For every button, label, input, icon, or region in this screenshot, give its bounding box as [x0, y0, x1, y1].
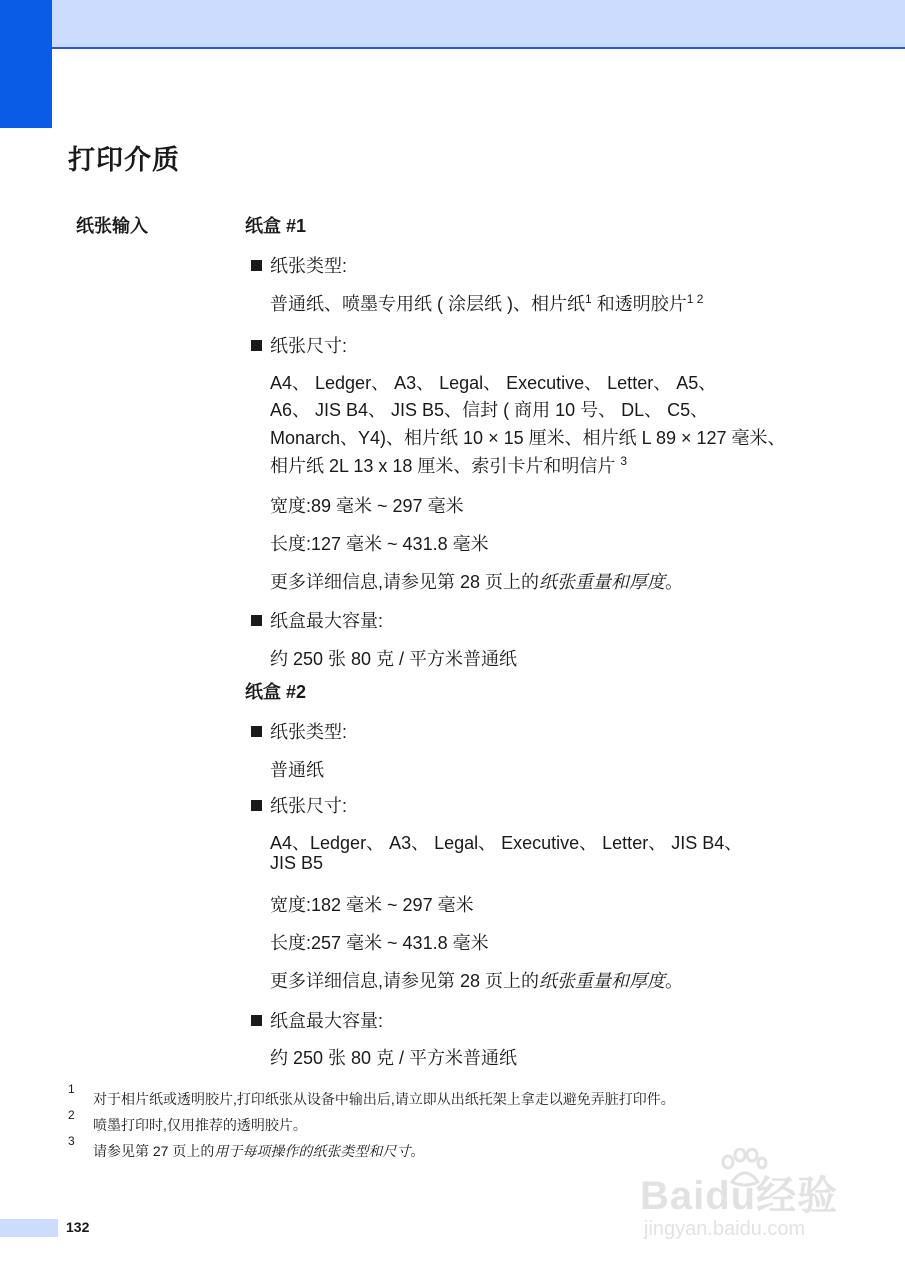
- footnote-3-prefix: 请参见第 27 页上的: [93, 1143, 215, 1159]
- tray2-type-bullet: [251, 718, 347, 744]
- tray2-size-bullet: [251, 792, 347, 818]
- tray2-width: 宽度:182 毫米 ~ 297 毫米: [270, 895, 474, 915]
- tray2-more-info: [270, 967, 683, 993]
- tray1-type-label: 纸张类型:: [270, 256, 348, 276]
- tray2-more-prefix: 更多详细信息,请参见第 28 页上的: [270, 971, 540, 991]
- tray2-size-line1: A4、Ledger、 A3、 Legal、 Executive、 Letter、 JIS B4、: [270, 833, 743, 853]
- footnote-ref-3[interactable]: 3: [620, 454, 628, 468]
- tray1-size-bullet: [251, 332, 347, 358]
- bullet-square-icon: [251, 615, 262, 626]
- tray1-size-line2: A6、 JIS B4、 JIS B5、信封 ( 商用 10 号、 DL、 C5、: [270, 400, 709, 420]
- footnote-3-link[interactable]: 用于每项操作的纸张类型和尺寸: [214, 1143, 411, 1159]
- page-number: 132: [66, 1219, 90, 1235]
- page-number-bar: [0, 1219, 58, 1237]
- tray2-capacity-label: 纸盒最大容量:: [270, 1011, 384, 1031]
- tray1-capacity: 约 250 张 80 克 / 平方米普通纸: [270, 649, 518, 669]
- tray2-heading: 纸盒 #2: [245, 682, 307, 702]
- tray1-size-line4: [270, 452, 627, 478]
- tray2-type-text: 普通纸: [270, 760, 324, 780]
- footnote-number: 3: [68, 1134, 75, 1148]
- chapter-side-tab: [0, 0, 52, 128]
- bullet-square-icon: [251, 800, 262, 811]
- footnote-ref-1-2[interactable]: 1 2: [686, 292, 704, 306]
- tray2-capacity: 约 250 张 80 克 / 平方米普通纸: [270, 1048, 518, 1068]
- tray1-more-suffix: 。: [665, 572, 684, 592]
- tray2-capacity-bullet: [251, 1007, 383, 1033]
- tray2-more-suffix: 。: [665, 971, 684, 991]
- tray2-size-label: 纸张尺寸:: [270, 796, 348, 816]
- page-title: 打印介质: [68, 145, 180, 175]
- tray1-capacity-bullet: [251, 607, 383, 633]
- tray1-size-line1: A4、 Ledger、 A3、 Legal、 Executive、 Letter、 A5、: [270, 373, 717, 393]
- tray1-length: 长度:127 毫米 ~ 431.8 毫米: [270, 534, 489, 554]
- bullet-square-icon: [251, 260, 262, 271]
- tray1-type-main: 普通纸、喷墨专用纸 ( 涂层纸 )、相片纸: [270, 294, 585, 314]
- bullet-square-icon: [251, 340, 262, 351]
- tray2-length: 长度:257 毫米 ~ 431.8 毫米: [270, 933, 489, 953]
- baidu-watermark: [640, 1148, 860, 1248]
- tray1-size-line3: Monarch、Y4)、相片纸 10 × 15 厘米、相片纸 L 89 × 127 毫米、: [270, 428, 786, 448]
- bullet-square-icon: [251, 726, 262, 737]
- tray1-type-text: [270, 290, 703, 316]
- footnote-text: 喷墨打印时,仅用推荐的透明胶片。: [93, 1117, 307, 1133]
- footnote-number: 1: [68, 1082, 75, 1096]
- watermark-text: Baidu经验: [640, 1174, 839, 1218]
- header-band: [52, 0, 905, 49]
- tray1-type-transparency: 和透明胶片: [591, 294, 687, 314]
- tray2-type-label: 纸张类型:: [270, 722, 348, 742]
- bullet-square-icon: [251, 1015, 262, 1026]
- tray1-size-line4-text: 相片纸 2L 13 x 18 厘米、索引卡片和明信片: [270, 456, 616, 476]
- tray1-capacity-label: 纸盒最大容量:: [270, 611, 384, 631]
- tray2-size-line2: JIS B5: [270, 853, 324, 873]
- footnote-text: 对于相片纸或透明胶片,打印纸张从设备中输出后,请立即从出纸托架上拿走以避免弄脏打印件。: [93, 1091, 675, 1107]
- tray1-weight-link[interactable]: 纸张重量和厚度: [539, 572, 666, 592]
- tray1-heading: 纸盒 #1: [245, 216, 307, 236]
- tray1-type-bullet: [251, 252, 347, 278]
- section-label: 纸张输入: [76, 216, 148, 236]
- tray1-width: 宽度:89 毫米 ~ 297 毫米: [270, 496, 464, 516]
- watermark-url: jingyan.baidu.com: [644, 1218, 806, 1240]
- tray1-more-info: [270, 568, 683, 594]
- footnote-text-3: [93, 1141, 424, 1161]
- tray1-more-prefix: 更多详细信息,请参见第 28 页上的: [270, 572, 540, 592]
- footnote-3-suffix: 。: [410, 1143, 425, 1159]
- tray1-size-label: 纸张尺寸:: [270, 336, 348, 356]
- tray2-weight-link[interactable]: 纸张重量和厚度: [539, 971, 666, 991]
- footnote-number: 2: [68, 1108, 75, 1122]
- footnote-ref-1[interactable]: 1: [585, 292, 592, 306]
